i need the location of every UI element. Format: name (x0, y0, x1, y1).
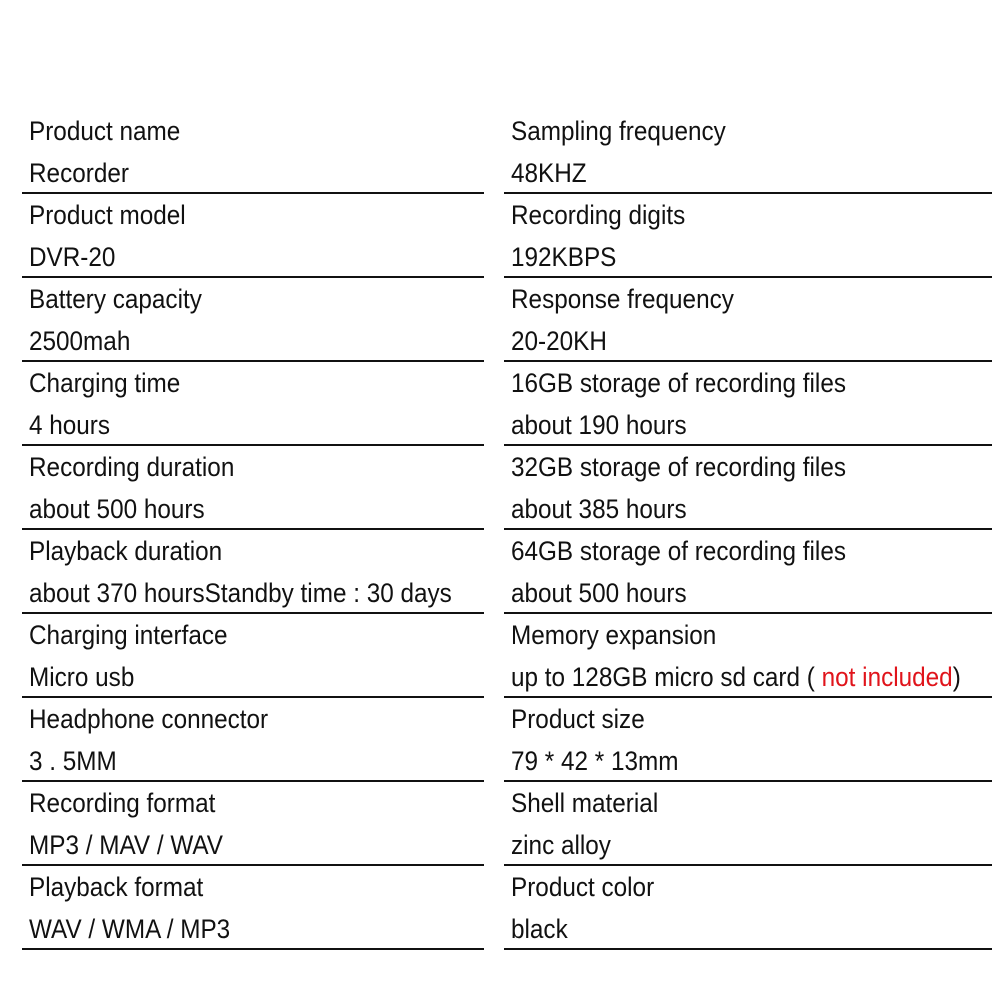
spec-value-text: up to 128GB micro sd card ( (511, 662, 822, 692)
spec-label: 32GB storage of recording files (511, 452, 846, 482)
spec-row (504, 530, 992, 614)
spec-value: 4 hours (29, 410, 111, 440)
spec-label: Recording duration (29, 452, 235, 482)
spec-value: zinc alloy (511, 830, 611, 860)
spec-label: Recording format (29, 788, 216, 818)
spec-label: Playback format (29, 872, 204, 902)
spec-value: 48KHZ (511, 158, 587, 188)
spec-row (504, 110, 992, 194)
spec-row (22, 194, 484, 278)
spec-column-right (504, 110, 992, 950)
spec-value: about 385 hours (511, 494, 687, 524)
spec-label: Product size (511, 704, 645, 734)
spec-value: black (511, 914, 568, 944)
spec-row (22, 866, 484, 950)
spec-value: Micro usb (29, 662, 135, 692)
spec-value: 2500mah (29, 326, 131, 356)
spec-value: about 370 hoursStandby time : 30 days (29, 578, 452, 608)
spec-value: MP3 / MAV / WAV (29, 830, 223, 860)
spec-label: Product color (511, 872, 655, 902)
spec-row (504, 698, 992, 782)
spec-value: 20-20KH (511, 326, 607, 356)
spec-label: Sampling frequency (511, 116, 726, 146)
spec-value: 192KBPS (511, 242, 617, 272)
spec-label: Charging interface (29, 620, 228, 650)
spec-row (504, 446, 992, 530)
spec-label: 16GB storage of recording files (511, 368, 846, 398)
spec-row (22, 278, 484, 362)
spec-value: about 190 hours (511, 410, 687, 440)
spec-label: Memory expansion (511, 620, 717, 650)
spec-row (22, 362, 484, 446)
spec-row (504, 614, 992, 698)
spec-value-suffix: ) (952, 662, 961, 692)
spec-value (511, 656, 961, 698)
spec-row (22, 530, 484, 614)
spec-value: 79 * 42 * 13mm (511, 746, 679, 776)
spec-label: Product name (29, 116, 181, 146)
spec-row (22, 110, 484, 194)
spec-value: about 500 hours (29, 494, 205, 524)
spec-label: Playback duration (29, 536, 223, 566)
spec-label: Battery capacity (29, 284, 202, 314)
spec-column-left (22, 110, 484, 950)
spec-label: Response frequency (511, 284, 734, 314)
spec-value: DVR-20 (29, 242, 116, 272)
spec-row (22, 698, 484, 782)
spec-row (22, 782, 484, 866)
spec-row (504, 278, 992, 362)
spec-label: Product model (29, 200, 186, 230)
spec-label: Charging time (29, 368, 181, 398)
not-included-note: not included (821, 662, 953, 692)
spec-label: Recording digits (511, 200, 686, 230)
spec-value: Recorder (29, 158, 129, 188)
spec-value: WAV / WMA / MP3 (29, 914, 231, 944)
spec-label: Headphone connector (29, 704, 269, 734)
spec-value: 3 . 5MM (29, 746, 117, 776)
spec-label: Shell material (511, 788, 659, 818)
spec-value: about 500 hours (511, 578, 687, 608)
spec-row (504, 782, 992, 866)
spec-row (22, 614, 484, 698)
spec-row (22, 446, 484, 530)
spec-row (504, 866, 992, 950)
spec-row (504, 362, 992, 446)
spec-label: 64GB storage of recording files (511, 536, 846, 566)
spec-row (504, 194, 992, 278)
